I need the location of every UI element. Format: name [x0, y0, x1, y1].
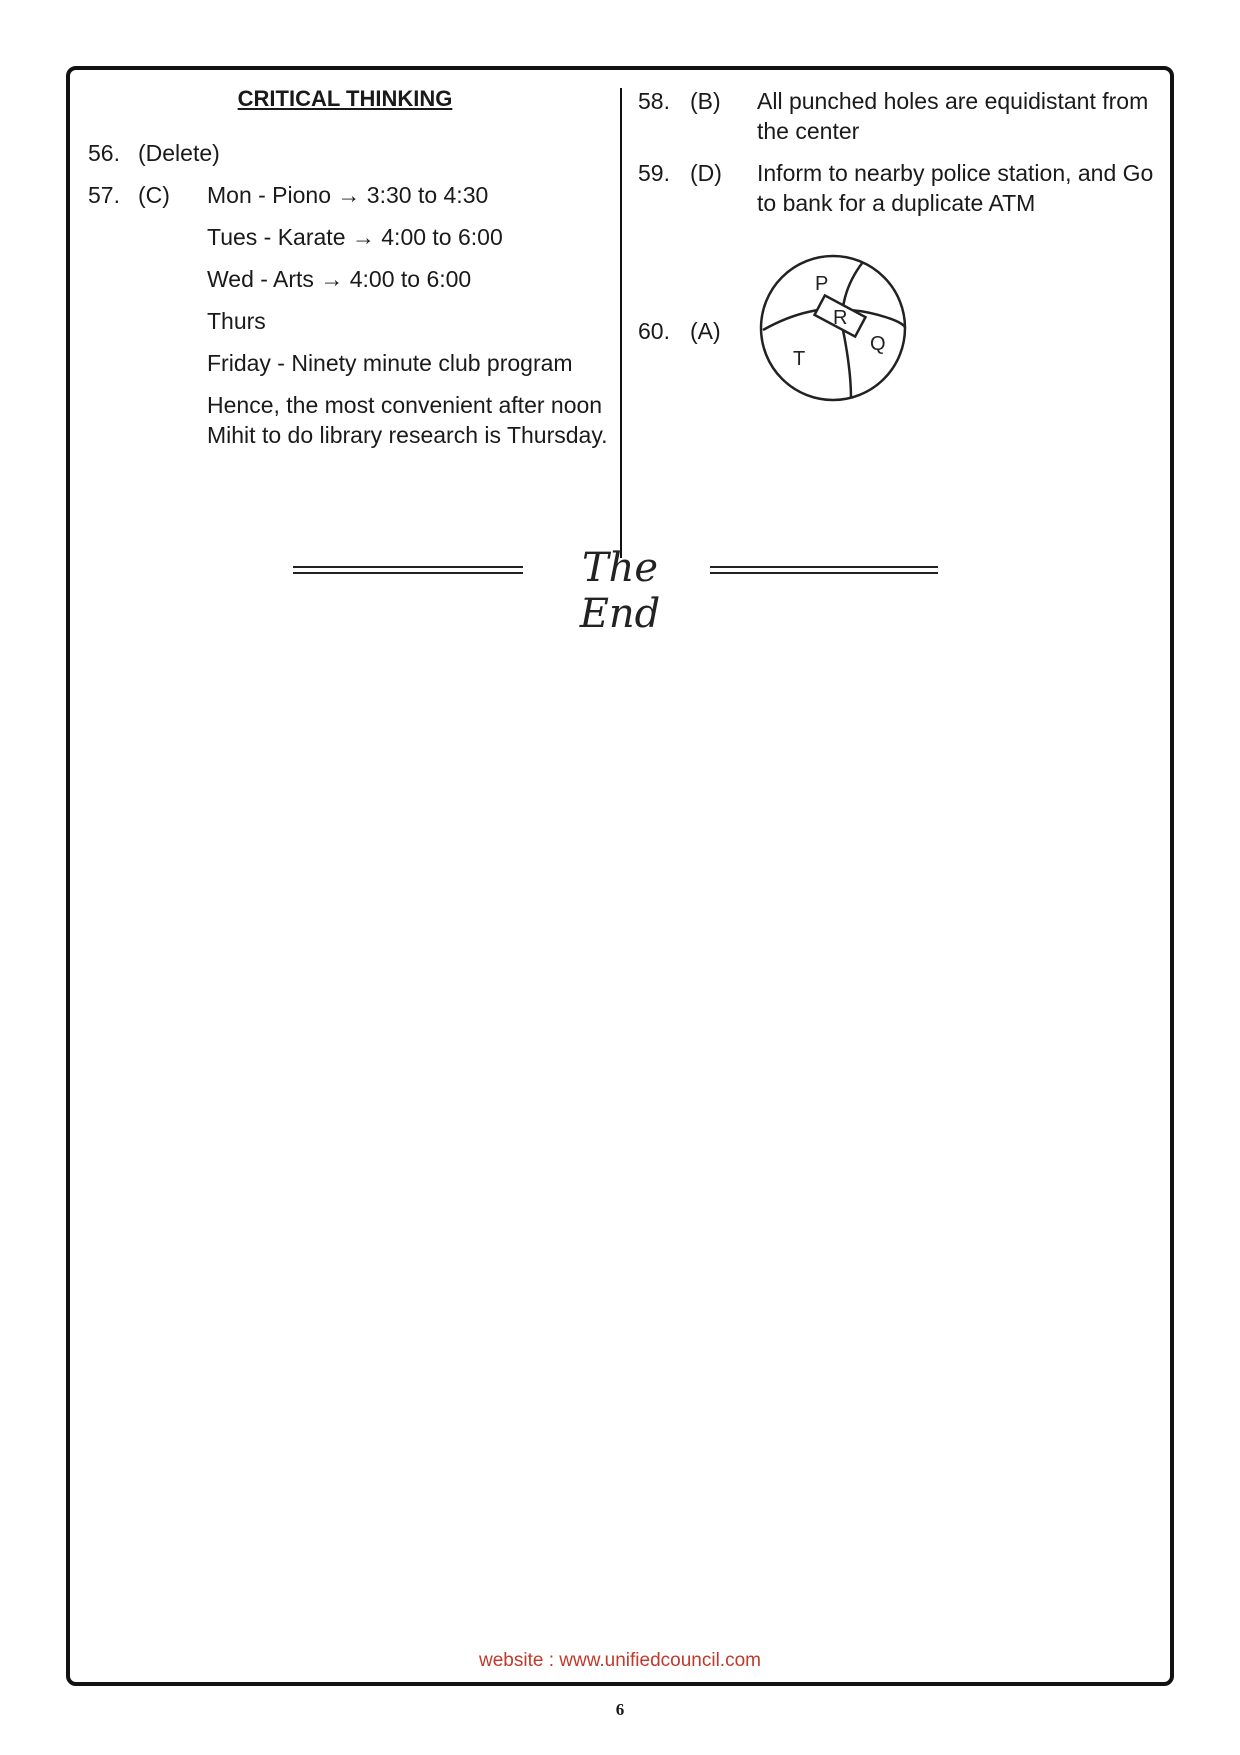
- q56-number: 56.: [88, 140, 120, 166]
- q59-answer: (D): [690, 160, 722, 186]
- q57-line: Wed - Arts → 4:00 to 6:00: [207, 266, 472, 292]
- label-q: Q: [870, 333, 886, 355]
- q58-number: 58.: [638, 88, 670, 114]
- q59-number: 59.: [638, 160, 670, 186]
- q57-line: Mon - Piono → 3:30 to 4:30: [207, 182, 489, 208]
- end-rule-left: [293, 566, 523, 574]
- q59-text: Inform to nearby police station, and Go to bank for a duplicate ATM: [757, 160, 1154, 216]
- label-r: R: [833, 307, 848, 329]
- section-heading: CRITICAL THINKING: [237, 86, 453, 111]
- q56-answer: (Delete): [138, 140, 220, 166]
- website-link[interactable]: website : www.unifiedcouncil.com: [479, 1650, 761, 1671]
- q57-answer: (C): [138, 182, 170, 208]
- q57-number: 57.: [88, 182, 120, 208]
- q58-answer: (B): [690, 88, 721, 114]
- q60-number: 60.: [638, 318, 670, 344]
- q60-answer: (A): [690, 318, 721, 344]
- label-t: T: [793, 348, 806, 370]
- label-p: P: [815, 273, 829, 295]
- page-number: 6: [615, 1700, 625, 1719]
- q57-conclusion: Hence, the most convenient after noon Mihit to do library research is Thursday.: [207, 392, 608, 448]
- q60-circle-diagram: [755, 250, 915, 410]
- the-end-text: The End: [579, 545, 661, 637]
- end-rule-right: [710, 566, 938, 574]
- q57-line: Thurs: [207, 308, 266, 334]
- q57-line: Tues - Karate → 4:00 to 6:00: [207, 224, 503, 250]
- q58-text: All punched holes are equidistant from the center: [757, 88, 1149, 144]
- q57-line: Friday - Ninety minute club program: [207, 350, 573, 376]
- column-divider: [620, 88, 622, 558]
